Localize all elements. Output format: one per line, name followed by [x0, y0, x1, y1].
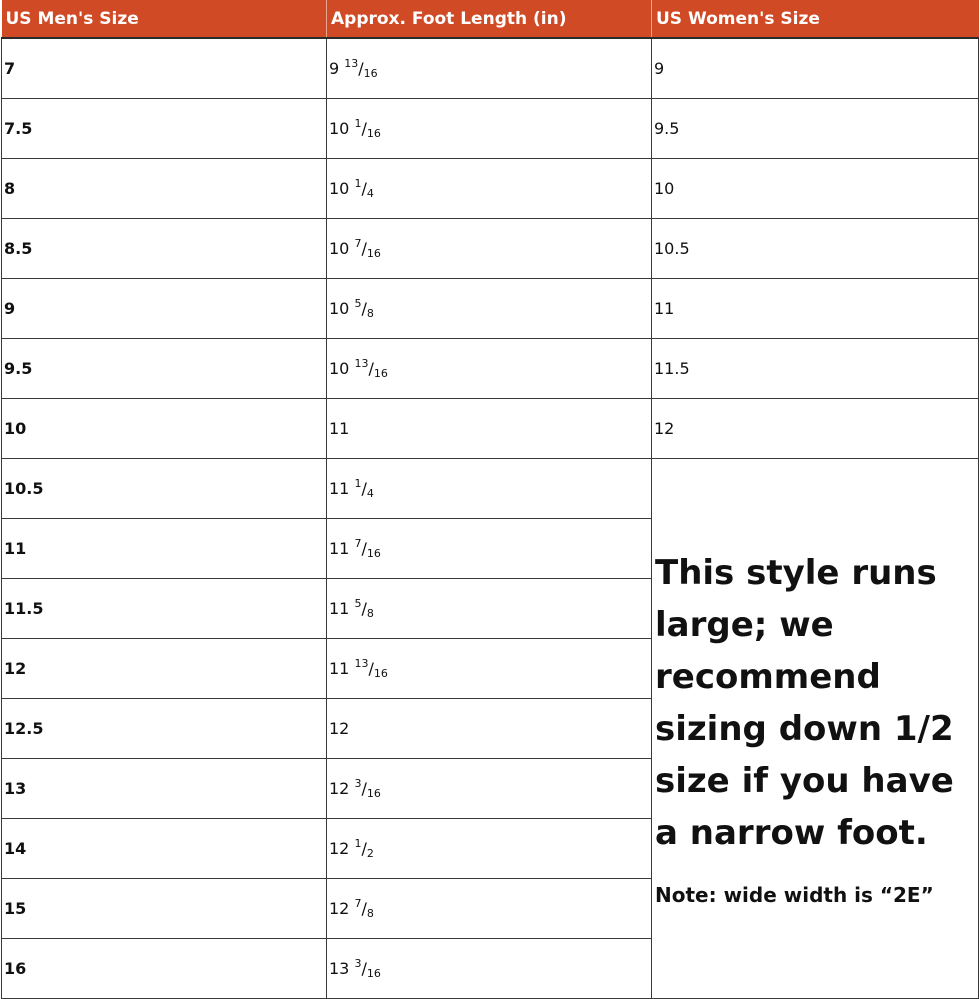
mens-size-cell: 9 — [2, 279, 327, 339]
foot-length-cell: 12 $^1/_2$ — [327, 819, 652, 879]
fit-recommendation: This style runs large; we recommend sizing down 1/2 size if you have a narrow foot. — [655, 553, 954, 853]
foot-length-whole: 10 — [329, 359, 350, 378]
mens-size-cell: 8 — [2, 159, 327, 219]
fraction-denominator: 16 — [363, 67, 378, 80]
mens-size-cell: 8.5 — [2, 219, 327, 279]
header-us-mens-size: US Men's Size — [2, 0, 327, 38]
foot-length-cell: 10 $^7/_{16}$ — [327, 219, 652, 279]
foot-length-cell: 12 $^7/_8$ — [327, 879, 652, 939]
mens-size-cell: 10 — [2, 399, 327, 459]
mens-size-cell: 11.5 — [2, 579, 327, 639]
mens-size-cell: 7.5 — [2, 99, 327, 159]
fraction-numerator: 13 — [344, 57, 359, 70]
mens-size-cell: 11 — [2, 519, 327, 579]
fraction-denominator: 16 — [366, 547, 381, 560]
mens-size-cell: 12.5 — [2, 699, 327, 759]
fit-note-cell — [652, 459, 979, 999]
fraction-denominator: 4 — [366, 187, 374, 200]
womens-size-cell: 9.5 — [652, 99, 979, 159]
fraction-numerator: 3 — [354, 777, 362, 790]
table-row — [2, 399, 979, 459]
fraction-denominator: 16 — [366, 787, 381, 800]
foot-length-whole: 10 — [329, 119, 350, 138]
table-header — [2, 0, 979, 38]
foot-length-cell: 12 $^3/_{16}$ — [327, 759, 652, 819]
table-row — [2, 159, 979, 219]
table-row — [2, 38, 979, 99]
table-body — [2, 38, 979, 999]
womens-size-cell: 11 — [652, 279, 979, 339]
womens-size-cell: 10 — [652, 159, 979, 219]
foot-length-cell: 13 $^3/_{16}$ — [327, 939, 652, 999]
foot-length-whole: 12 — [329, 899, 350, 918]
table-row — [2, 279, 979, 339]
foot-length-cell: 10 $^1/_4$ — [327, 159, 652, 219]
fraction-numerator: 1 — [354, 117, 362, 130]
fraction-numerator: 7 — [354, 897, 362, 910]
foot-length-whole: 12 — [329, 779, 350, 798]
foot-length-whole: 11 — [329, 419, 350, 438]
fraction-denominator: 8 — [366, 607, 374, 620]
fraction-numerator: 5 — [354, 297, 362, 310]
foot-length-cell: 11 $^5/_8$ — [327, 579, 652, 639]
foot-length-cell: 10 $^{13}/_{16}$ — [327, 339, 652, 399]
foot-length-whole: 10 — [329, 239, 350, 258]
foot-length-whole: 11 — [329, 659, 350, 678]
fraction-denominator: 4 — [366, 487, 374, 500]
table-row — [2, 99, 979, 159]
foot-length-cell — [327, 399, 652, 459]
womens-size-cell: 9 — [652, 38, 979, 99]
fraction-denominator: 16 — [366, 247, 381, 260]
mens-size-cell: 14 — [2, 819, 327, 879]
fraction-denominator: 8 — [366, 307, 374, 320]
table-row — [2, 459, 979, 519]
wide-width-note: Note: wide width is “2E” — [655, 883, 934, 907]
fraction-numerator: 1 — [354, 177, 362, 190]
womens-size-cell: 12 — [652, 399, 979, 459]
fraction-denominator: 16 — [373, 667, 388, 680]
header-us-womens-size: US Women's Size — [652, 0, 979, 38]
foot-length-cell: 11 $^{13}/_{16}$ — [327, 639, 652, 699]
fraction-numerator: 1 — [354, 837, 362, 850]
foot-length-whole: 12 — [329, 719, 350, 738]
mens-size-cell: 16 — [2, 939, 327, 999]
foot-length-cell: 10 $^5/_8$ — [327, 279, 652, 339]
foot-length-whole: 9 — [329, 59, 340, 78]
mens-size-cell: 15 — [2, 879, 327, 939]
foot-length-whole: 10 — [329, 299, 350, 318]
table-row — [2, 219, 979, 279]
fraction-denominator: 16 — [373, 367, 388, 380]
foot-length-whole: 12 — [329, 839, 350, 858]
fraction-denominator: 2 — [366, 847, 374, 860]
foot-length-cell: 10 $^1/_{16}$ — [327, 99, 652, 159]
foot-length-cell: 11 $^7/_{16}$ — [327, 519, 652, 579]
table-row — [2, 339, 979, 399]
foot-length-whole: 10 — [329, 179, 350, 198]
womens-size-cell: 10.5 — [652, 219, 979, 279]
fraction-numerator: 13 — [354, 657, 369, 670]
foot-length-whole: 11 — [329, 599, 350, 618]
fraction-numerator: 3 — [354, 957, 362, 970]
mens-size-cell: 7 — [2, 38, 327, 99]
fraction-numerator: 13 — [354, 357, 369, 370]
foot-length-cell — [327, 699, 652, 759]
fraction-numerator: 7 — [354, 537, 362, 550]
foot-length-whole: 11 — [329, 479, 350, 498]
womens-size-cell: 11.5 — [652, 339, 979, 399]
size-chart-table — [1, 0, 979, 999]
mens-size-cell: 13 — [2, 759, 327, 819]
fraction-numerator: 5 — [354, 597, 362, 610]
mens-size-cell: 9.5 — [2, 339, 327, 399]
fraction-numerator: 7 — [354, 237, 362, 250]
header-row — [2, 0, 979, 38]
foot-length-whole: 13 — [329, 959, 350, 978]
fraction-numerator: 1 — [354, 477, 362, 490]
fraction-denominator: 8 — [366, 907, 374, 920]
fraction-denominator: 16 — [366, 967, 381, 980]
mens-size-cell: 12 — [2, 639, 327, 699]
mens-size-cell: 10.5 — [2, 459, 327, 519]
foot-length-whole: 11 — [329, 539, 350, 558]
header-foot-length: Approx. Foot Length (in) — [327, 0, 652, 38]
foot-length-cell: 11 $^1/_4$ — [327, 459, 652, 519]
fraction-denominator: 16 — [366, 127, 381, 140]
foot-length-cell: 9 $^{13}/_{16}$ — [327, 38, 652, 99]
